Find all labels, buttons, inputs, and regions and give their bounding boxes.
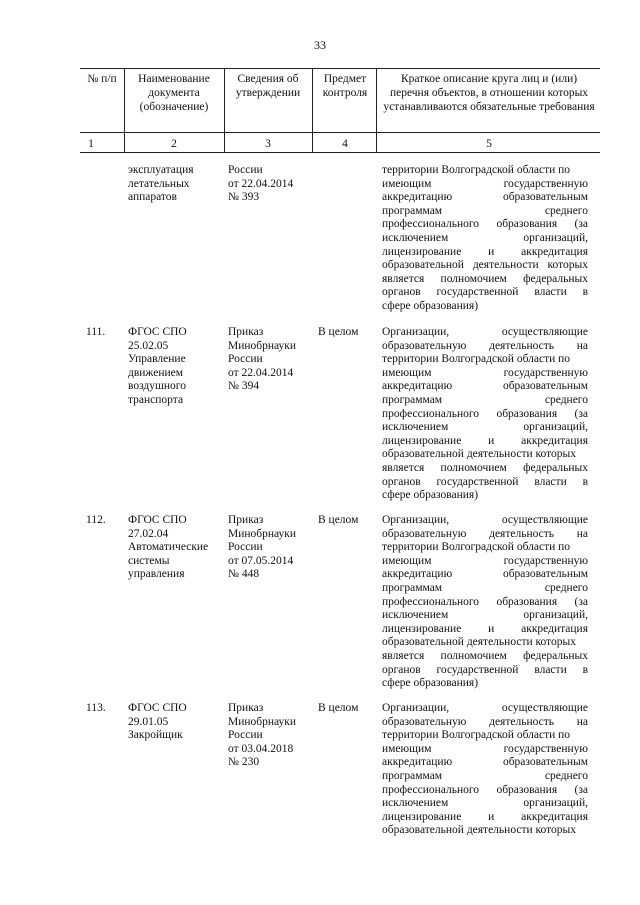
desc-line: профессионального образования (за [382, 407, 588, 420]
header-num: № п/п [87, 73, 117, 85]
row-approval [228, 702, 310, 770]
desc-line: имеющим государственную [382, 366, 588, 379]
row-description [382, 326, 588, 503]
approval-line: Минобрнауки [228, 527, 297, 540]
desc-line: программам среднего [382, 581, 588, 594]
col-divider [376, 68, 377, 152]
desc-line: лицензирование и аккредитация [382, 245, 588, 258]
row-subject: В целом [318, 514, 359, 526]
doc-line: эксплуатация [128, 164, 194, 176]
approval-line: Минобрнауки [228, 339, 297, 352]
desc-line: органов государственной власти в [382, 286, 588, 299]
approval-line: Приказ [228, 702, 264, 714]
approval-line: Приказ [228, 326, 264, 338]
approval-line: от 03.04.2018 [228, 742, 294, 755]
desc-line: аккредитацию образовательным [382, 568, 588, 581]
row-document [128, 514, 224, 582]
approval-line: Приказ [228, 514, 264, 526]
desc-line: образовательную деятельность на [382, 527, 588, 540]
approval-line: № 230 [228, 756, 260, 769]
table-top-rule [80, 68, 600, 69]
row-document [128, 702, 224, 743]
doc-line: аппаратов [128, 191, 177, 204]
desc-line: является полномочием федеральных [382, 649, 588, 662]
desc-line: образовательную деятельность на [382, 339, 588, 352]
desc-line: сфере образования) [382, 677, 479, 690]
header-description: Краткое описание круга лиц и (или) перечня объектов, в отношении которых устанавливаются обязательные требования [383, 73, 595, 113]
approval-line: от 22.04.2014 [228, 177, 294, 190]
doc-line: воздушного [128, 380, 186, 393]
desc-line: территории Волгоградской области по [382, 164, 571, 176]
desc-line: имеющим государственную [382, 554, 588, 567]
desc-line: программам среднего [382, 393, 588, 406]
desc-line: лицензирование и аккредитация [382, 434, 588, 447]
col-number: 1 [88, 138, 94, 150]
row-approval [228, 326, 310, 394]
desc-line: является полномочием федеральных [382, 272, 588, 285]
doc-line: 27.02.04 [128, 527, 169, 540]
doc-line: Автоматические [128, 541, 209, 554]
doc-line: движением [128, 366, 184, 379]
page-number: 33 [314, 38, 326, 52]
approval-line: России [228, 729, 263, 742]
desc-line: образовательной деятельности которых [382, 824, 576, 837]
header-bottom-rule [80, 132, 600, 133]
header-subject: Предмет контроля [322, 73, 368, 99]
header-approval: Сведения об утверждении [235, 73, 301, 99]
approval-line: № 393 [228, 191, 260, 204]
row-subject: В целом [318, 326, 359, 338]
doc-line: системы [128, 554, 170, 567]
doc-line: 25.02.05 [128, 339, 169, 352]
row-description [382, 702, 588, 838]
desc-line: территории Волгоградской области по [382, 541, 571, 554]
desc-line: аккредитацию образовательным [382, 191, 588, 204]
desc-line: профессионального образования (за [382, 595, 588, 608]
desc-line: территории Волгоградской области по [382, 729, 571, 742]
doc-line: ФГОС СПО [128, 514, 187, 526]
col-number: 4 [342, 138, 348, 150]
doc-line: 29.01.05 [128, 715, 169, 728]
continuation-approval [228, 164, 310, 205]
desc-line: лицензирование и аккредитация [382, 622, 588, 635]
approval-line: Минобрнауки [228, 715, 297, 728]
desc-line: программам среднего [382, 204, 588, 217]
doc-line: Закройщик [128, 729, 183, 742]
desc-line: лицензирование и аккредитация [382, 810, 588, 823]
doc-line: Управление [128, 353, 186, 366]
row-subject: В целом [318, 702, 359, 714]
desc-line: образовательную деятельность на [382, 715, 588, 728]
desc-line: профессионального образования (за [382, 218, 588, 231]
desc-line: аккредитацию образовательным [382, 380, 588, 393]
approval-line: России [228, 541, 263, 554]
desc-line: Организации, осуществляющие [382, 514, 588, 526]
row-approval [228, 514, 310, 582]
header-document: Наименование документа (обозначение) [138, 73, 210, 113]
row-description [382, 514, 588, 691]
col-number: 3 [265, 138, 271, 150]
desc-line: исключением организаций, [382, 421, 588, 434]
desc-line: Организации, осуществляющие [382, 702, 588, 714]
desc-line: территории Волгоградской области по [382, 353, 571, 366]
desc-line: исключением организаций, [382, 797, 588, 810]
approval-line: от 07.05.2014 [228, 554, 294, 567]
continuation-description [382, 164, 588, 314]
desc-line: программам среднего [382, 769, 588, 782]
desc-line: сфере образования) [382, 299, 479, 312]
col-number: 5 [486, 138, 492, 150]
col-number: 2 [171, 138, 177, 150]
row-number: 113. [86, 702, 106, 714]
approval-line: России [228, 164, 263, 176]
doc-line: ФГОС СПО [128, 702, 187, 714]
desc-line: органов государственной власти в [382, 663, 588, 676]
desc-line: сфере образования) [382, 489, 479, 502]
row-number: 112. [86, 514, 106, 526]
col-divider [224, 68, 225, 152]
approval-line: России [228, 353, 263, 366]
desc-line: органов государственной власти в [382, 475, 588, 488]
desc-line: аккредитацию образовательным [382, 756, 588, 769]
approval-line: № 448 [228, 568, 260, 581]
desc-line: образовательной деятельности которых [382, 448, 576, 461]
row-number: 111. [86, 326, 106, 338]
doc-line: ФГОС СПО [128, 326, 187, 338]
desc-line: имеющим государственную [382, 177, 588, 190]
desc-line: исключением организаций, [382, 609, 588, 622]
desc-line: Организации, осуществляющие [382, 326, 588, 338]
desc-line: является полномочием федеральных [382, 461, 588, 474]
doc-line: управления [128, 568, 185, 581]
desc-line: исключением организаций, [382, 231, 588, 244]
continuation-document [128, 164, 224, 205]
approval-line: № 394 [228, 380, 260, 393]
desc-line: образовательной деятельности которых [382, 636, 576, 649]
approval-line: от 22.04.2014 [228, 366, 294, 379]
col-divider [124, 68, 125, 152]
doc-line: летательных [128, 177, 190, 190]
doc-line: транспорта [128, 393, 184, 406]
col-divider [312, 68, 313, 152]
desc-line: образовательной деятельности которых [382, 259, 588, 272]
row-document [128, 326, 224, 408]
desc-line: профессионального образования (за [382, 783, 588, 796]
numbers-bottom-rule [80, 152, 600, 153]
desc-line: имеющим государственную [382, 742, 588, 755]
